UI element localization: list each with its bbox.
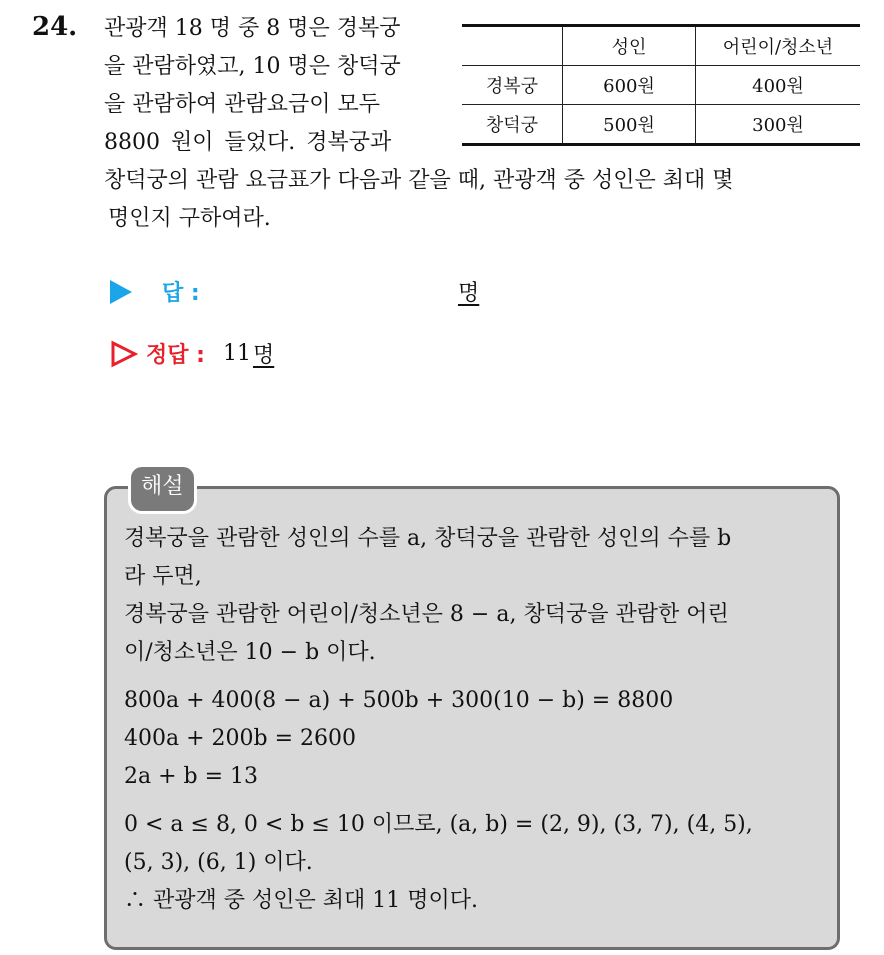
fee-table-header-cell: 어린이/청소년 [696, 26, 861, 66]
fee-table-row [462, 105, 860, 145]
answer-unit: 명 [458, 281, 480, 306]
question-line: 8800 원이 들었다. 경복궁과 [104, 130, 392, 155]
fee-table [462, 24, 860, 146]
answer-key-label: 정답 : [146, 343, 205, 368]
question-line: 을 관람하였고, 10 명은 창덕궁 [104, 54, 401, 79]
answer-key-row [110, 338, 274, 369]
equation-line: 2a + b = 13 [124, 764, 259, 789]
fee-table-cell: 500원 [563, 105, 696, 145]
equation-line: 800a + 400(8 − a) + 500b + 300(10 − b) = 8800 [124, 688, 674, 713]
explanation-line: 경복궁을 관람한 어린이/청소년은 8 − a, 창덕궁을 관람한 어린 [124, 602, 729, 627]
explanation-tab: 해설 [128, 464, 197, 514]
answer-key-value: 11 [222, 341, 251, 366]
question-line: 창덕궁의 관람 요금표가 다음과 같을 때, 관광객 중 성인은 최대 몇 [104, 168, 734, 193]
question-text-continued [104, 162, 864, 238]
play-triangle-icon [110, 280, 132, 304]
fee-table-cell: 400원 [696, 66, 861, 105]
answer-key-unit: 명 [252, 343, 275, 368]
fee-table-header-cell [462, 26, 563, 66]
fee-table-cell: 300원 [696, 105, 861, 145]
answer-row [110, 276, 480, 307]
conclusion-line: ∴ 관광객 중 성인은 최대 11 명이다. [124, 888, 478, 913]
explanation-line: 이/청소년은 10 − b 이다. [124, 640, 376, 665]
answer-label: 답 : [162, 281, 200, 306]
question-number: 24. [32, 12, 78, 42]
fee-table-row [462, 66, 860, 105]
fee-table-cell: 경복궁 [462, 66, 563, 105]
fee-table-cell: 600원 [563, 66, 696, 105]
explanation-line: 0 < a ≤ 8, 0 < b ≤ 10 이므로, (a, b) = (2, 9), (3, 7), (4, 5), [124, 812, 753, 837]
question-line: 을 관람하여 관람요금이 모두 [104, 92, 381, 117]
fee-table-cell: 창덕궁 [462, 105, 563, 145]
question-text-block [104, 10, 444, 162]
question-line: 명인지 구하여라. [108, 206, 271, 231]
fee-table-header-cell: 성인 [563, 26, 696, 66]
explanation-line: 경복궁을 관람한 성인의 수를 a, 창덕궁을 관람한 성인의 수를 b [124, 526, 732, 551]
explanation-line: (5, 3), (6, 1) 이다. [124, 850, 313, 875]
outline-triangle-icon [110, 340, 138, 368]
explanation-line: 라 두면, [124, 564, 202, 589]
question-line: 관광객 18 명 중 8 명은 경복궁 [104, 16, 401, 41]
equation-line: 400a + 200b = 2600 [124, 726, 357, 751]
fee-table-header-row [462, 26, 860, 66]
explanation-body [124, 520, 824, 920]
